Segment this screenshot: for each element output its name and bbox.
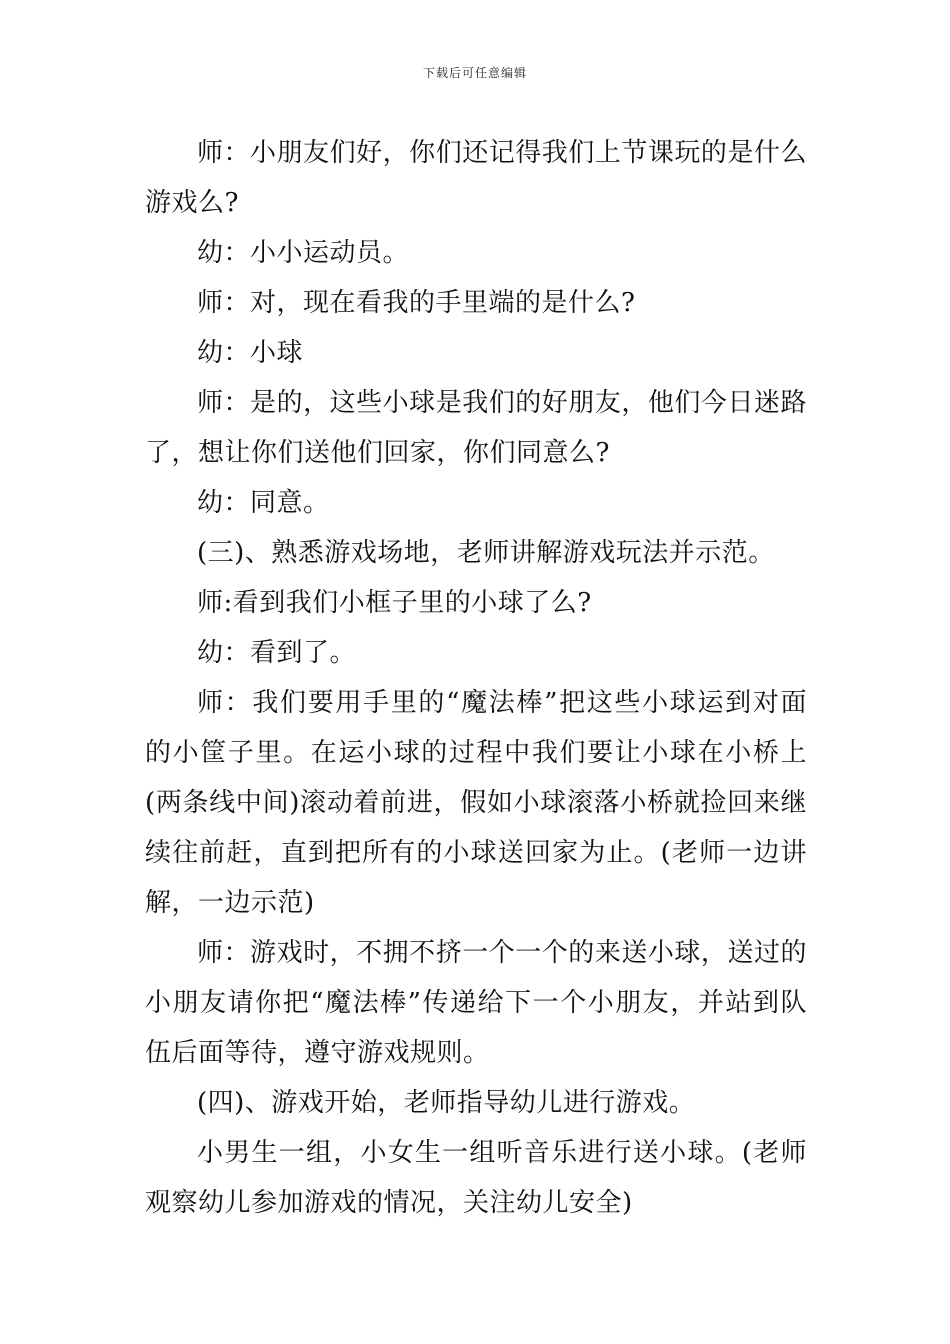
paragraph-game-groups: 小男生一组，小女生一组听音乐进行送小球。(老师观察幼儿参加游戏的情况，关注幼儿安全)	[145, 1138, 807, 1218]
section-heading-three: (三)、熟悉游戏场地，老师讲解游戏玩法并示范。	[197, 538, 775, 568]
page-header: 下载后可任意编辑	[422, 66, 527, 80]
paragraph-child-answer: 幼：看到了。	[197, 638, 357, 668]
paragraph-teacher-greeting: 师：小朋友们好，你们还记得我们上节课玩的是什么游戏么?	[145, 138, 807, 218]
paragraph-child-answer: 幼：小小运动员。	[197, 238, 410, 268]
document-body	[145, 128, 807, 1228]
paragraph-teacher-question: 师：对，现在看我的手里端的是什么?	[197, 288, 636, 318]
paragraph-teacher-demonstration: 师：我们要用手里的“魔法棒”把这些小球运到对面的小筐子里。在运小球的过程中我们要让小球在小桥上(两条线中间)滚动着前进，假如小球滚落小桥就捡回来继续往前赶，直到把所有的小球送回家为止。(老师一边讲解，一边示范)	[145, 688, 807, 918]
paragraph-teacher-question: 师:看到我们小框子里的小球了么?	[197, 588, 592, 618]
paragraph-child-answer: 幼：同意。	[197, 488, 330, 518]
paragraph-teacher-rules: 师：游戏时，不拥不挤一个一个的来送小球，送过的小朋友请你把“魔法棒”传递给下一个小朋友，并站到队伍后面等待，遵守游戏规则。	[145, 938, 807, 1068]
section-heading-four: (四)、游戏开始，老师指导幼儿进行游戏。	[197, 1088, 696, 1118]
paragraph-child-answer: 幼：小球	[197, 338, 304, 368]
paragraph-teacher-lost-balls: 师：是的，这些小球是我们的好朋友，他们今日迷路了，想让你们送他们回家，你们同意么?	[145, 388, 807, 468]
